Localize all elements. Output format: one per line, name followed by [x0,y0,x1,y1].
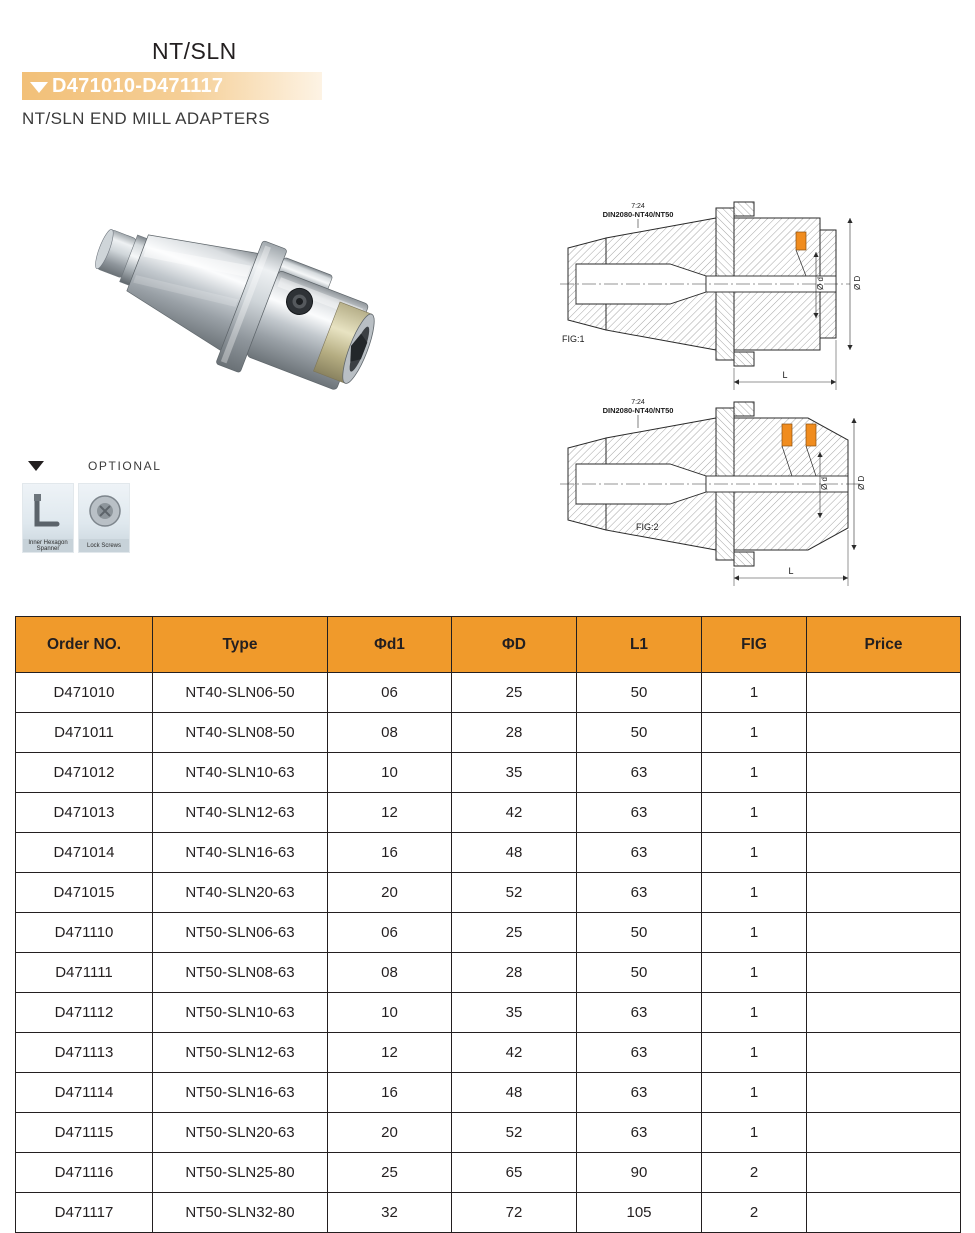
cell-price [807,953,961,993]
hex-key-icon [23,484,75,540]
column-header-L1: L1 [577,617,702,673]
column-header-price: Price [807,617,961,673]
cell-D: 25 [452,673,577,713]
cell-D: 42 [452,793,577,833]
cell-L1: 63 [577,1113,702,1153]
optional-item-hex-key [22,483,74,553]
cell-price [807,1153,961,1193]
table-row [16,873,961,913]
optional-item-caption: Lock Screws [79,539,129,552]
cell-D: 48 [452,833,577,873]
optional-label: OPTIONAL [88,459,162,473]
table-row [16,753,961,793]
table-row [16,993,961,1033]
cell-type: NT50-SLN12-63 [153,1033,328,1073]
cell-fig: 1 [702,1073,807,1113]
optional-item-lock-screws [78,483,130,553]
page-title: NT/SLN [152,38,237,64]
cell-price [807,793,961,833]
fig1-dim-d: Ø d [816,277,825,290]
cell-fig: 1 [702,713,807,753]
cell-type: NT40-SLN10-63 [153,753,328,793]
cell-order-no: D471012 [16,753,153,793]
cell-fig: 1 [702,993,807,1033]
cell-d1: 16 [328,1073,452,1113]
table-row [16,673,961,713]
cell-L1: 63 [577,993,702,1033]
cell-type: NT50-SLN32-80 [153,1193,328,1233]
cell-d1: 10 [328,993,452,1033]
cell-d1: 16 [328,833,452,873]
cell-type: NT40-SLN16-63 [153,833,328,873]
cell-d1: 06 [328,913,452,953]
optional-item-caption: Inner Hexagon Spanner [23,539,73,552]
cell-price [807,833,961,873]
cell-D: 28 [452,713,577,753]
cell-type: NT50-SLN08-63 [153,953,328,993]
cell-D: 28 [452,953,577,993]
cell-order-no: D471110 [16,913,153,953]
cell-order-no: D471114 [16,1073,153,1113]
cell-fig: 1 [702,953,807,993]
cell-fig: 1 [702,753,807,793]
cell-type: NT50-SLN10-63 [153,993,328,1033]
cell-L1: 63 [577,1073,702,1113]
cell-order-no: D471010 [16,673,153,713]
cell-fig: 1 [702,793,807,833]
fig2-dim-L: L [788,566,794,576]
cell-fig: 1 [702,833,807,873]
cell-D: 35 [452,993,577,1033]
cell-type: NT40-SLN20-63 [153,873,328,913]
cell-type: NT40-SLN06-50 [153,673,328,713]
cell-order-no: D471111 [16,953,153,993]
product-photo [55,195,475,465]
cell-type: NT40-SLN08-50 [153,713,328,753]
fig-2-drawing [560,399,866,586]
cell-fig: 2 [702,1153,807,1193]
cell-order-no: D471013 [16,793,153,833]
column-header-D: ΦD [452,617,577,673]
cell-d1: 08 [328,713,452,753]
cell-D: 65 [452,1153,577,1193]
cell-L1: 50 [577,673,702,713]
cell-D: 72 [452,1193,577,1233]
optional-section [22,455,222,553]
cell-D: 25 [452,913,577,953]
table-row [16,1073,961,1113]
cell-fig: 2 [702,1193,807,1233]
cell-d1: 25 [328,1153,452,1193]
triangle-down-icon [28,461,44,471]
cell-price [807,1113,961,1153]
code-range-label: D471010-D471117 [52,74,224,97]
cell-D: 48 [452,1073,577,1113]
page-subtitle: NT/SLN END MILL ADAPTERS [22,109,270,128]
cell-order-no: D471115 [16,1113,153,1153]
cell-L1: 63 [577,753,702,793]
cell-type: NT50-SLN16-63 [153,1073,328,1113]
fig1-taper-ratio: 7:24 [631,203,645,210]
fig1-label: FIG:1 [562,334,585,344]
table-row [16,1113,961,1153]
cell-d1: 08 [328,953,452,993]
cell-order-no: D471113 [16,1033,153,1073]
cell-price [807,713,961,753]
optional-items [22,483,222,553]
cell-L1: 63 [577,873,702,913]
cell-type: NT50-SLN06-63 [153,913,328,953]
cell-d1: 20 [328,1113,452,1153]
cell-L1: 63 [577,1033,702,1073]
cell-order-no: D471112 [16,993,153,1033]
cell-d1: 20 [328,873,452,913]
cell-d1: 32 [328,1193,452,1233]
cell-L1: 50 [577,713,702,753]
lock-screw-icon [79,484,131,540]
code-range-band [22,72,322,100]
cell-type: NT40-SLN12-63 [153,793,328,833]
fig1-dim-D: Ø D [853,275,862,290]
table-header-row [16,617,961,673]
column-header-fig: FIG [702,617,807,673]
cell-type: NT50-SLN25-80 [153,1153,328,1193]
specification-table [15,616,961,1233]
cell-price [807,1033,961,1073]
cell-fig: 1 [702,1033,807,1073]
cell-fig: 1 [702,913,807,953]
cell-fig: 1 [702,673,807,713]
optional-header [22,455,222,477]
cell-order-no: D471116 [16,1153,153,1193]
cell-L1: 50 [577,913,702,953]
cell-d1: 12 [328,1033,452,1073]
cell-L1: 105 [577,1193,702,1233]
cell-d1: 06 [328,673,452,713]
page-header [22,36,542,129]
table-row [16,833,961,873]
cell-D: 35 [452,753,577,793]
fig2-standard: DIN2080-NT40/NT50 [602,406,674,415]
fig2-label: FIG:2 [636,522,659,532]
cell-d1: 10 [328,753,452,793]
fig-1-drawing [560,202,862,390]
cell-fig: 1 [702,873,807,913]
cell-L1: 90 [577,1153,702,1193]
cell-L1: 50 [577,953,702,993]
cell-order-no: D471014 [16,833,153,873]
triangle-down-icon [30,82,48,93]
cell-fig: 1 [702,1113,807,1153]
column-header-type: Type [153,617,328,673]
technical-drawings [520,190,960,576]
table-row [16,793,961,833]
cell-d1: 12 [328,793,452,833]
table-row [16,713,961,753]
fig1-standard: DIN2080-NT40/NT50 [602,210,674,219]
table-row [16,913,961,953]
cell-price [807,753,961,793]
cell-L1: 63 [577,833,702,873]
cell-order-no: D471011 [16,713,153,753]
cell-order-no: D471117 [16,1193,153,1233]
table-row [16,1153,961,1193]
column-header-d1: Φd1 [328,617,452,673]
column-header-order-no: Order NO. [16,617,153,673]
cell-order-no: D471015 [16,873,153,913]
cell-price [807,1193,961,1233]
cell-price [807,1073,961,1113]
table-row [16,1033,961,1073]
cell-price [807,873,961,913]
fig2-taper-ratio: 7:24 [631,399,645,406]
cell-D: 52 [452,873,577,913]
fig1-dim-L: L [782,370,788,380]
cell-type: NT50-SLN20-63 [153,1113,328,1153]
cell-price [807,993,961,1033]
cell-price [807,673,961,713]
cell-D: 42 [452,1033,577,1073]
table-row [16,1193,961,1233]
cell-L1: 63 [577,793,702,833]
fig2-dim-D: Ø D [857,475,866,490]
fig2-dim-d: Ø d [820,477,829,490]
cell-price [807,913,961,953]
table-row [16,953,961,993]
cell-D: 52 [452,1113,577,1153]
